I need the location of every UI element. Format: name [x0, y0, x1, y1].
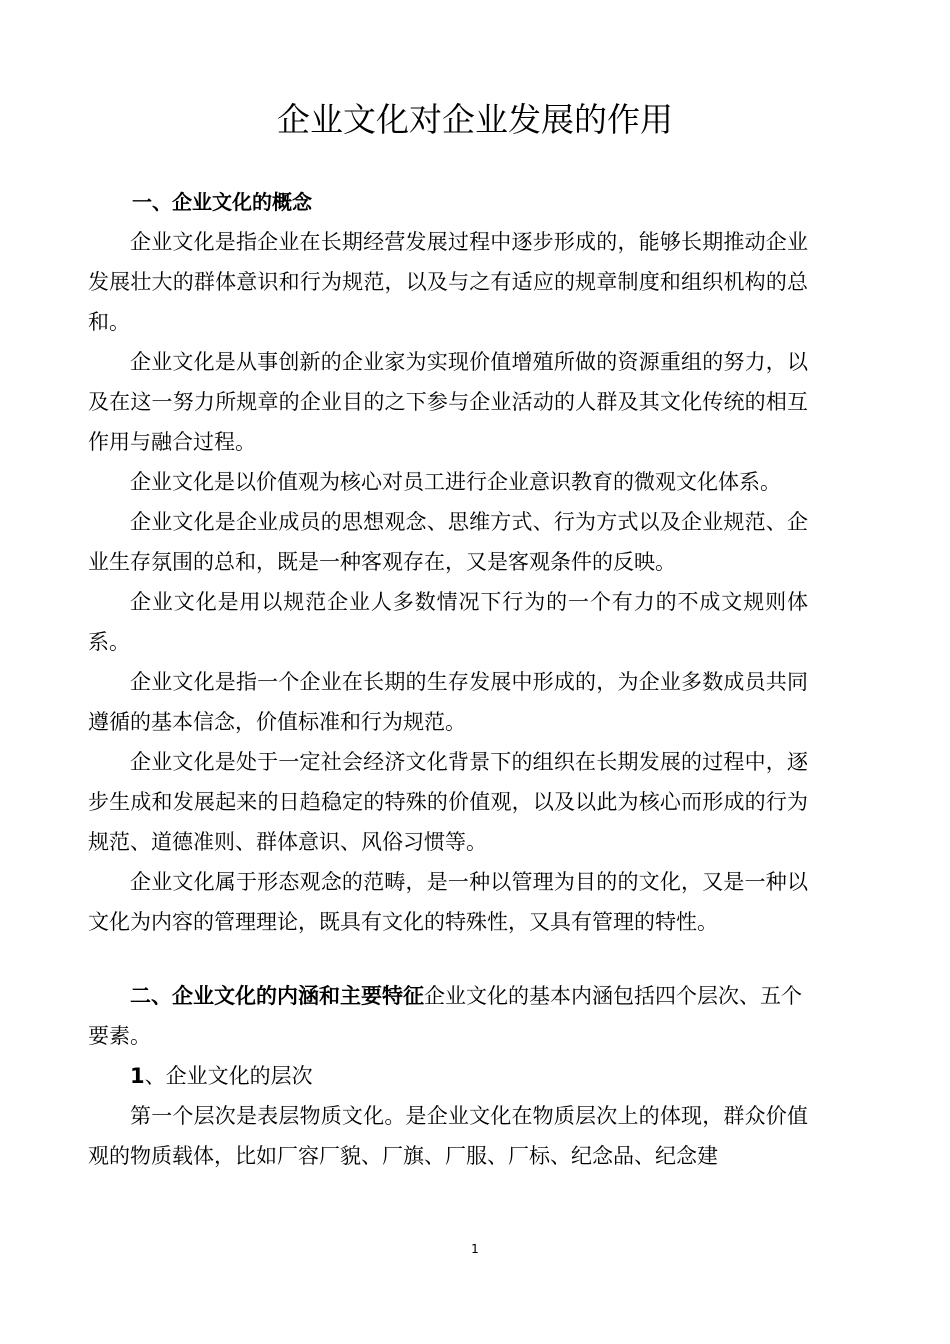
paragraph: 第一个层次是表层物质文化。是企业文化在物质层次上的体现，群众价值观的物质载体，比如厂容厂貌、厂旗、厂服、厂标、纪念品、纪念建	[88, 1104, 808, 1168]
paragraph: 企业文化是以价值观为核心对员工进行企业意识教育的微观文化体系。	[130, 470, 781, 494]
subsection-number: 1	[130, 1064, 145, 1088]
paragraph: 企业文化属于形态观念的范畴，是一种以管理为目的的文化，又是一种以文化为内容的管理理论，既具有文化的特殊性，又具有管理的特性。	[88, 870, 808, 934]
paragraph: 企业文化是指一个企业在长期的生存发展中形成的，为企业多数成员共同遵循的基本信念，价值标准和行为规范。	[88, 670, 808, 734]
document-title: 企业文化对企业发展的作用	[277, 100, 673, 139]
paragraph: 企业文化是指企业在长期经营发展过程中逐步形成的，能够长期推动企业发展壮大的群体意识和行为规范，以及与之有适应的规章制度和组织机构的总和。	[88, 230, 808, 334]
paragraph: 企业文化是用以规范企业人多数情况下行为的一个有力的不成文规则体系。	[88, 590, 808, 654]
section-2-block	[88, 976, 808, 1056]
document-body	[88, 222, 808, 1176]
paragraph: 企业文化是企业成员的思想观念、思维方式、行为方式以及企业规范、企业生存氛围的总和，既是一种客观存在，又是客观条件的反映。	[88, 510, 808, 574]
section-2-intro: 企业文化的基本内涵包括四个层次、五个要素。	[88, 984, 802, 1048]
subsection-1-heading	[88, 1056, 808, 1096]
page-number: 1	[471, 1242, 479, 1256]
section-2-heading: 二、企业文化的内涵和主要特征	[130, 984, 424, 1008]
paragraph: 企业文化是从事创新的企业家为实现价值增殖所做的资源重组的努力，以及在这一努力所规章的企业目的之下参与企业活动的人群及其文化传统的相互作用与融合过程。	[88, 350, 808, 454]
section-1-heading: 一、企业文化的概念	[132, 190, 312, 214]
subsection-label: 、企业文化的层次	[144, 1064, 313, 1088]
paragraph: 企业文化是处于一定社会经济文化背景下的组织在长期发展的过程中，逐步生成和发展起来的日趋稳定的特殊的价值观，以及以此为核心而形成的行为规范、道德准则、群体意识、风俗习惯等。	[88, 750, 808, 854]
